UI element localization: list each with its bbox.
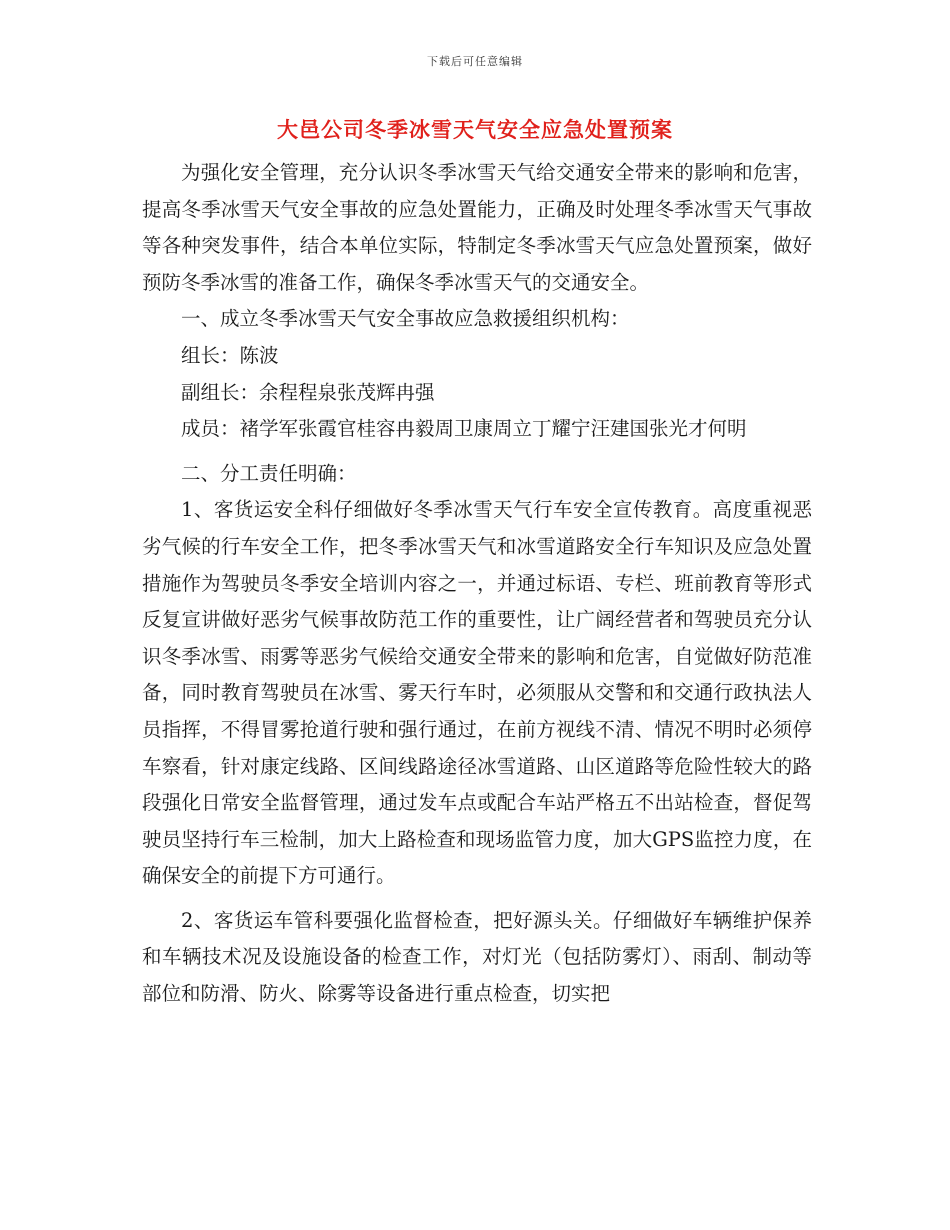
paragraph-section-1-heading: 一、成立冬季冰雪天气安全事故应急救援组织机构： — [181, 307, 630, 331]
paragraph-intro: 为强化安全管理，充分认识冬季冰雪天气给交通安全带来的影响和危害，提高冬季冰雪天气安全事故的应急处置能力，正确及时处理冬季冰雪天气事故等各种突发事件，结合本单位实际，特制定冬季冰雪天气应急处置预案，做好预防冬季冰雪的准备工作，确保冬季冰雪天气的交通安全。 — [142, 161, 812, 294]
header-note: 下载后可任意编辑 — [427, 55, 523, 68]
paragraph-members: 成员：褚学军张霞官桂容冉毅周卫康周立丁耀宁汪建国张光才何明 — [181, 417, 747, 441]
paragraph-section-2-heading: 二、分工责任明确： — [181, 461, 357, 485]
paragraph-deputy-leader: 副组长：余程程泉张茂辉冉强 — [181, 380, 435, 404]
document-body — [142, 155, 812, 1013]
document-title: 大邑公司冬季冰雪天气安全应急处置预案 — [277, 117, 673, 142]
paragraph-item-1: 1、客货运安全科仔细做好冬季冰雪天气行车安全宣传教育。高度重视恶劣气候的行车安全工作，把冬季冰雪天气和冰雪道路安全行车知识及应急处置措施作为驾驶员冬季安全培训内容之一，并通过标语、专栏、班前教育等形式反复宣讲做好恶劣气候事故防范工作的重要性，让广阔经营者和驾驶员充分认识冬季冰雪、雨雾等恶劣气候给交通安全带来的影响和危害，自觉做好防范准备，同时教育驾驶员在冰雪、雾天行车时，必须服从交警和和交通行政执法人员指挥，不得冒雾抢道行驶和强行通过，在前方视线不清、情况不明时必须停车察看，针对康定线路、区间线路途径冰雪道路、山区道路等危险性较大的路段强化日常安全监督管理，通过发车点或配合车站严格五不出站检查，督促驾驶员坚持行车三检制，加大上路检查和现场监管力度，加大GPS监控力度，在确保安全的前提下方可通行。 — [142, 498, 812, 888]
paragraph-leader: 组长：陈波 — [181, 343, 279, 367]
paragraph-item-2: 2、客货运车管科要强化监督检查，把好源头关。仔细做好车辆维护保养和车辆技术况及设施设备的检查工作，对灯光（包括防雾灯）、雨刮、制动等部位和防滑、防火、除雾等设备进行重点检查，切实把 — [142, 908, 812, 1006]
